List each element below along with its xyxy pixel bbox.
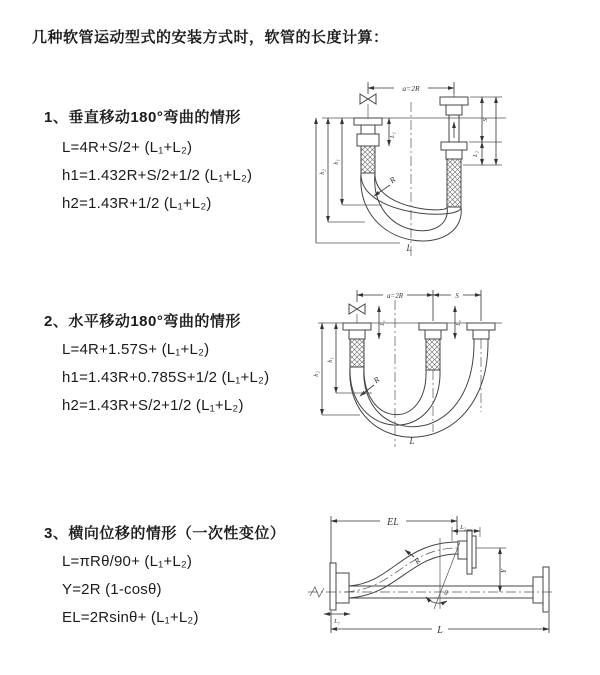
dim-label-a2r: a=2R bbox=[387, 292, 403, 300]
dim-label-a2r: a=2R bbox=[402, 84, 420, 93]
diagram-lateral-displacement bbox=[300, 505, 600, 645]
length-label: L bbox=[406, 243, 412, 253]
section-1-heading: 1、垂直移动180°弯曲的情形 bbox=[44, 109, 241, 126]
dim-label-l1: L₁ bbox=[334, 618, 340, 625]
right-pipe-assembly bbox=[467, 323, 495, 412]
dim-label-l1: L₁ bbox=[380, 320, 386, 326]
formula-line: L=4R+1.57S+ (L₁+L₂) bbox=[62, 341, 210, 358]
radius-label: R bbox=[371, 374, 382, 386]
formula-line: h1=1.432R+S/2+1/2 (L₁+L₂) bbox=[62, 167, 253, 184]
dim-label-el: EL bbox=[387, 517, 399, 528]
length-label: L bbox=[409, 436, 415, 446]
right-flange bbox=[533, 567, 549, 612]
valve-icon bbox=[360, 94, 376, 118]
dim-label-s: S bbox=[455, 292, 459, 300]
formula-line: L=πRθ/90+ (L₁+L₂) bbox=[62, 553, 193, 570]
left-flange bbox=[330, 563, 349, 610]
formula-line: h2=1.43R+S/2+1/2 (L₁+L₂) bbox=[62, 397, 244, 414]
section-2-formulas bbox=[62, 336, 269, 420]
section-2-heading: 2、水平移动180°弯曲的情形 bbox=[44, 313, 241, 330]
left-pipe-assembly bbox=[354, 118, 382, 173]
dim-label-l1: L₁ bbox=[389, 132, 396, 138]
dim-label-l2: L₂ bbox=[472, 151, 479, 157]
radius-label: R bbox=[412, 556, 423, 567]
diagram-horizontal-180 bbox=[312, 282, 600, 462]
formula-line: EL=2Rsinθ+ (L₁+L₂) bbox=[62, 609, 199, 626]
page-title: 几种软管运动型式的安装方式时，软管的长度计算： bbox=[32, 29, 389, 46]
dim-label-h2: h₂ bbox=[319, 169, 326, 175]
dim-label-y: Y bbox=[499, 568, 508, 574]
radius-label: R bbox=[387, 174, 398, 186]
upper-flange bbox=[458, 530, 476, 574]
section-1-formulas bbox=[62, 134, 252, 218]
length-label: L bbox=[437, 625, 443, 636]
formula-line: Y=2R (1-cosθ) bbox=[62, 581, 162, 598]
pipe-break-icon bbox=[310, 587, 324, 597]
dim-label-s: S bbox=[482, 118, 489, 122]
dim-label-l2: L₂ bbox=[456, 320, 462, 326]
formula-line: L=4R+S/2+ (L₁+L₂) bbox=[62, 139, 193, 156]
formula-line: h2=1.43R+1/2 (L₁+L₂) bbox=[62, 195, 212, 212]
formula-line: h1=1.43R+0.785S+1/2 (L₁+L₂) bbox=[62, 369, 270, 386]
dim-label-l2: L₂ bbox=[460, 524, 466, 531]
diagram-vertical-180 bbox=[310, 72, 600, 272]
angle-label: θ bbox=[444, 588, 448, 597]
dim-label-h2: h₂ bbox=[313, 371, 320, 377]
left-pipe-assembly bbox=[343, 323, 371, 367]
valve-icon bbox=[349, 304, 365, 323]
hose-curves bbox=[345, 542, 458, 598]
dim-label-h1: h₁ bbox=[327, 357, 334, 363]
right-pipe-assembly bbox=[440, 88, 468, 207]
section-3-heading: 3、横向位移的情形（一次性变位） bbox=[44, 525, 286, 542]
section-3-formulas bbox=[62, 548, 199, 632]
dim-label-h1: h₁ bbox=[333, 159, 340, 165]
